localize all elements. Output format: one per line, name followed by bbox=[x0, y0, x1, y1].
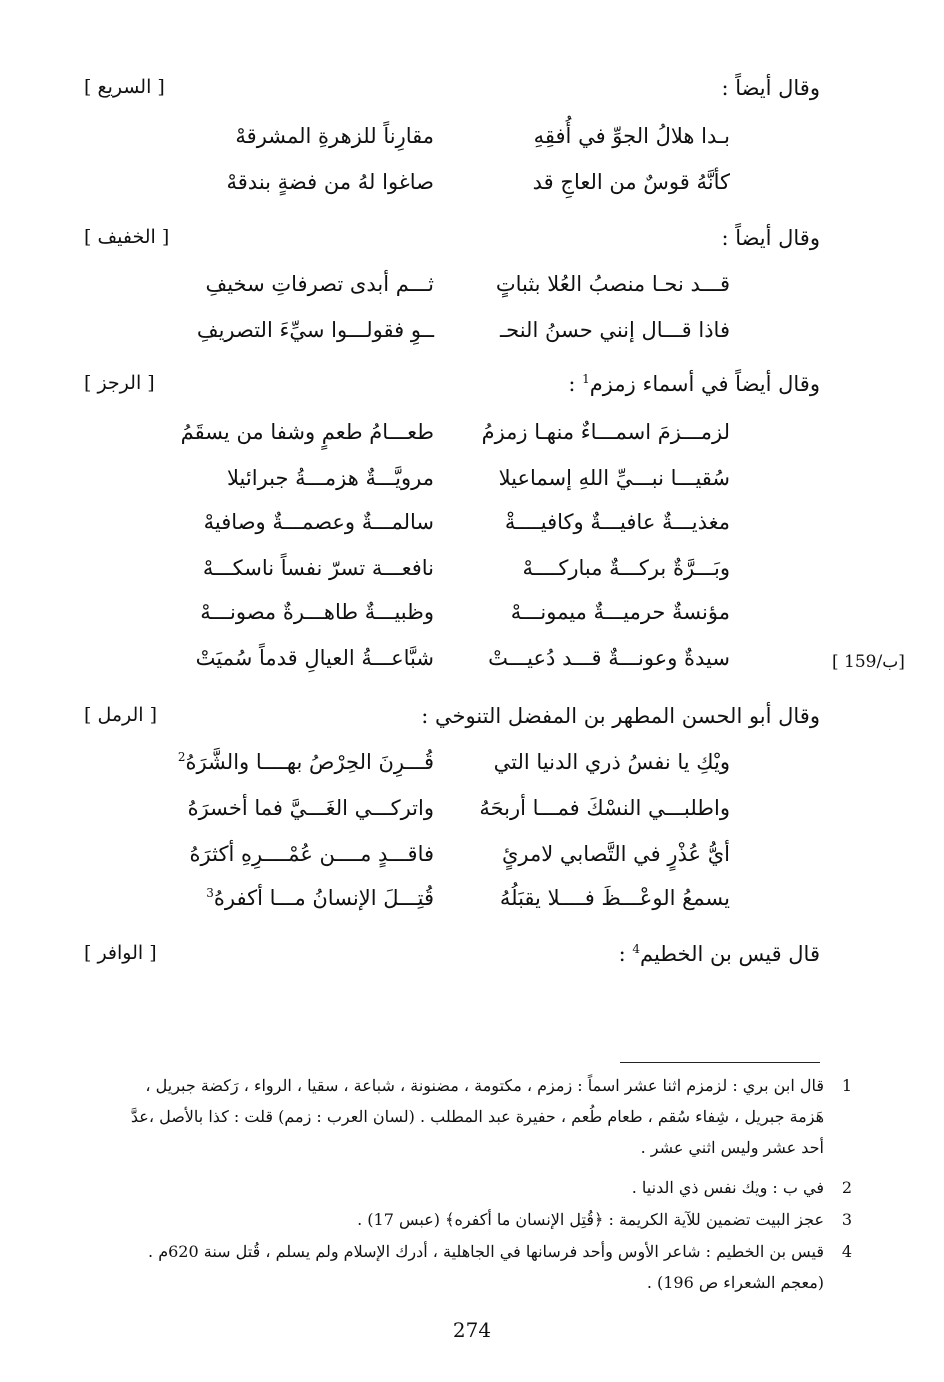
meter-label: [ الوافر ] bbox=[84, 942, 157, 964]
section-intro bbox=[619, 942, 820, 966]
manuscript-folio-note: [ 159/ب] bbox=[832, 652, 905, 672]
footnote bbox=[104, 1236, 853, 1298]
verse-second-hemistich: نافعـــة تسرّ نفساً ناسكـــهْ bbox=[202, 556, 434, 580]
footnote-separator bbox=[620, 1062, 820, 1063]
verse-second-hemistich: واتركـــي الغَـــيَّ فما أخسرَهُ bbox=[187, 796, 434, 820]
verse-second-hemistich: مرويَّـــةٌ هزمـــةُ جبرائيلا bbox=[227, 466, 434, 490]
section-intro bbox=[568, 372, 820, 396]
verse-first-hemistich: سُقيـــا نبـــيِّ اللهِ إسماعيلا bbox=[498, 466, 730, 490]
footnote-ref: 2 bbox=[177, 750, 186, 764]
footnote-ref: 3 bbox=[206, 886, 214, 900]
verse-second-hemistich: ثـــم أبدى تصرفاتِ سخيفِ bbox=[205, 272, 434, 296]
verse-second-hemistich: مقارِناً للزهرةِ المشرقهْ bbox=[235, 124, 434, 148]
verse-second-hemistich: طعـــامُ طعمٍ وشفا من يسقَمُ bbox=[180, 420, 434, 444]
verse-first-hemistich: ويْكِ يا نفسُ ذري الدنيا التي bbox=[493, 750, 730, 774]
footnote bbox=[104, 1070, 853, 1163]
verse-first-hemistich: بـدا هلالُ الجوِّ في أُفقِهِ bbox=[533, 124, 730, 148]
meter-label: [ الرجز ] bbox=[84, 372, 155, 394]
meter-label: [ الرمل ] bbox=[84, 704, 158, 726]
intro-text: وقال أيضاً في أسماء زمزم bbox=[589, 372, 820, 396]
footnote-number: 4 bbox=[841, 1242, 853, 1261]
verse-first-hemistich: وبَـــرَّةٌ بركـــةٌ مباركــــهْ bbox=[522, 556, 730, 580]
verse-first-hemistich: لزمـــزمَ اسمـــاءٌ منهـا زمزمُ bbox=[481, 420, 730, 444]
hemistich-text: قُـــرِنَ الحِرْصُ بهــــا والشَّرَهُ bbox=[185, 750, 434, 774]
verse-first-hemistich: يسمعُ الوعْـــظَ فــــلا يقبَلُهُ bbox=[499, 886, 730, 910]
verse-first-hemistich: واطلبـــي النسْكَ فمـــا أربحَهُ bbox=[479, 796, 730, 820]
verse-second-hemistich bbox=[144, 750, 434, 774]
footnote-line: قال ابن بري : لزمزم اثنا عشر اسماً : زمزم ، مكتومة ، مضنونة ، شباعة ، سقيا ، الرواء ، رَكضة جبريل ، bbox=[145, 1076, 824, 1095]
section-intro: وقال أيضاً : bbox=[721, 76, 820, 100]
footnote-line: في ب : ويك نفس ذي الدنيا . bbox=[631, 1178, 824, 1197]
intro-text: قال قيس بن الخطيم bbox=[639, 942, 820, 966]
section-intro: وقال أبو الحسن المطهر بن المفضل التنوخي : bbox=[421, 704, 820, 728]
verse-first-hemistich: فاذا قـــال إنني حسنُ النحـ bbox=[500, 318, 730, 342]
footnote-line: عجز البيت تضمين للآية الكريمة : ﴿قُتِل الإنسان ما أكفره﴾ (عبس 17) . bbox=[357, 1210, 824, 1229]
verse-second-hemistich: ــوِ فقولـــوا سيِّءَ التصريفِ bbox=[196, 318, 434, 342]
verse-second-hemistich: سالمـــةٌ وعصمـــةٌ وصافيهْ bbox=[203, 510, 434, 534]
verse-second-hemistich bbox=[144, 886, 434, 910]
footnote bbox=[104, 1204, 853, 1235]
verse-first-hemistich: قـــد نحـا منصبُ العُلا بثباتٍ bbox=[495, 272, 730, 296]
verse-second-hemistich: فاقـــدٍ مــــن عُمْــــرِهِ أكثرَهُ bbox=[189, 842, 434, 866]
verse-first-hemistich: مؤنسةٌ حرميـــةٌ ميمونـــهْ bbox=[510, 600, 730, 624]
intro-colon: : bbox=[568, 372, 583, 396]
footnote-ref: 4 bbox=[632, 942, 640, 956]
footnote-number: 2 bbox=[841, 1178, 853, 1197]
meter-label: [ السريع ] bbox=[84, 76, 165, 98]
footnote-line: قيس بن الخطيم : شاعر الأوس وأحد فرسانها في الجاهلية ، أدرك الإسلام ولم يسلم ، قُتل سنة 620م . bbox=[148, 1242, 824, 1261]
verse-first-hemistich: مغذيـــةٌ عافيـــةٌ وكافيــــةْ bbox=[504, 510, 730, 534]
footnote-ref: 1 bbox=[582, 372, 590, 386]
footnote-number: 3 bbox=[841, 1210, 853, 1229]
verse-second-hemistich: شبَّاعـــةُ العيالِ قدماً سُميَتْ bbox=[195, 646, 434, 670]
hemistich-text: قُتِـــلَ الإنسانُ مـــا أكفرهُ bbox=[213, 886, 434, 910]
footnote-number: 1 bbox=[841, 1076, 853, 1095]
footnote-line: (معجم الشعراء ص 196) . bbox=[646, 1273, 824, 1292]
verse-first-hemistich: سيدةٌ وعونـــةٌ قـــد دُعيـــتْ bbox=[488, 646, 730, 670]
section-intro: وقال أيضاً : bbox=[721, 226, 820, 250]
meter-label: [ الخفيف ] bbox=[84, 226, 170, 248]
verse-second-hemistich: وظبيـــةٌ طاهـــرةٌ مصونـــهْ bbox=[200, 600, 434, 624]
verse-second-hemistich: صاغوا لهُ من فضةٍ بندقهْ bbox=[226, 170, 434, 194]
intro-colon: : bbox=[618, 942, 633, 966]
footnote-line: أحد عشر وليس اثني عشر . bbox=[640, 1138, 824, 1157]
verse-first-hemistich: كأنَّهُ قوسٌ من العاجِ قد bbox=[532, 170, 730, 194]
page-number: 274 bbox=[452, 1318, 492, 1342]
verse-first-hemistich: أيُّ عُذْرٍ في التَّصابي لامرئٍ bbox=[502, 842, 730, 866]
footnote-line: هَزمة جبريل ، شِفاء سُقم ، طعام طُعم ، حفيرة عبد المطلب . (لسان العرب : زمم) قلت : كذا بالأصل ،عدَّ bbox=[130, 1107, 824, 1126]
footnote bbox=[104, 1172, 853, 1203]
